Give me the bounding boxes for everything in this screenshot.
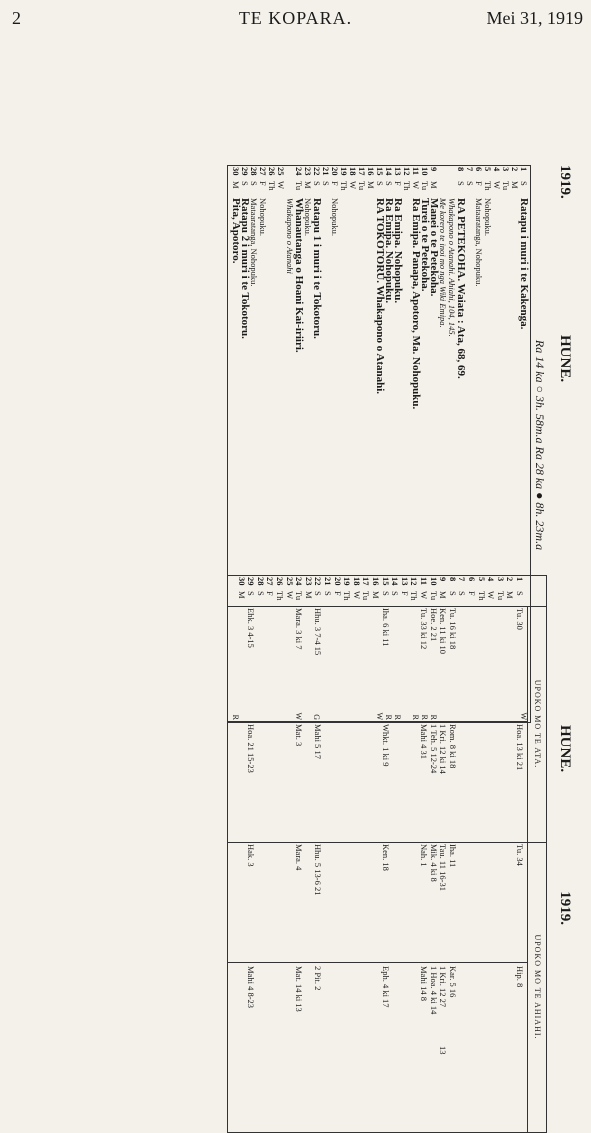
evening-lesson-2: Hip. 8 bbox=[515, 966, 525, 988]
lessons-title-bar bbox=[549, 575, 575, 925]
lesson-row bbox=[438, 576, 447, 1132]
weekday: Th bbox=[267, 181, 277, 191]
observance: Nohopuku. bbox=[303, 198, 313, 237]
weekday: Th bbox=[275, 591, 285, 601]
day-number: 23 bbox=[303, 577, 314, 586]
weekday: S bbox=[456, 181, 466, 186]
day-number: 15 bbox=[380, 577, 391, 586]
lesson-row bbox=[419, 576, 428, 1132]
liturgical-colour: R bbox=[429, 714, 438, 720]
weekday: S bbox=[519, 181, 529, 186]
day-number: 2 bbox=[505, 577, 516, 582]
morning-lesson-2: Mat. 3 bbox=[294, 724, 305, 747]
header-evening: UPOKO MO TE AHIAHI. bbox=[527, 842, 546, 1132]
evening-lesson-2: Mahi 14 8 bbox=[419, 966, 429, 1001]
evening-lesson-extra: 13 bbox=[438, 1046, 449, 1055]
lesson-row bbox=[429, 576, 438, 1132]
weekday: W bbox=[348, 181, 358, 190]
day-number: 15 bbox=[375, 167, 385, 176]
lesson-row bbox=[352, 576, 361, 1132]
day-number: 13 bbox=[393, 167, 403, 176]
day-number: 28 bbox=[255, 577, 266, 586]
day-number: 27 bbox=[258, 167, 268, 176]
weekday: M bbox=[236, 591, 247, 599]
page-number: 2 bbox=[12, 8, 21, 28]
weekday: S bbox=[384, 181, 394, 186]
lessons-month: HUNE. bbox=[557, 725, 573, 773]
weekday: Th bbox=[483, 181, 493, 191]
publication-title: TE KOPARA. bbox=[238, 8, 353, 28]
liturgical-colour: G bbox=[312, 714, 321, 720]
evening-lesson-2: 1 Kri. 12 27 bbox=[438, 966, 449, 1008]
weekday: W bbox=[276, 181, 286, 190]
evening-lesson-2: Kar. 5 16 bbox=[447, 966, 458, 998]
observance: Whakapono o Atanahi. Ahiahi, 104, 145. bbox=[447, 198, 457, 337]
weekday: M bbox=[366, 181, 376, 189]
day-number: 12 bbox=[409, 577, 420, 586]
observance: Manei o te Petekoha. bbox=[428, 198, 440, 297]
day-number: 8 bbox=[456, 167, 466, 172]
lesson-row bbox=[515, 576, 524, 1132]
lesson-row bbox=[477, 576, 486, 1132]
weekday: S bbox=[465, 181, 475, 186]
evening-lesson-1: Nah. 1 bbox=[419, 844, 429, 867]
evening-lesson-1: Hak. 3 bbox=[246, 844, 257, 867]
day-number: 17 bbox=[357, 167, 367, 176]
day-number: 20 bbox=[330, 167, 340, 176]
weekday: W bbox=[419, 591, 429, 600]
lesson-row bbox=[361, 576, 370, 1132]
weekday: S bbox=[375, 181, 385, 186]
day-number: 3 bbox=[495, 577, 506, 582]
day-number: 26 bbox=[275, 577, 285, 586]
observance: Mataaratanga, Nohopuku. bbox=[249, 198, 259, 287]
weekday: S bbox=[312, 181, 322, 186]
weekday: Tu bbox=[294, 181, 304, 191]
weekday: M bbox=[303, 591, 314, 599]
observance: Turei o te Petekoha. bbox=[419, 198, 431, 292]
weekday: F bbox=[399, 591, 410, 596]
day-number: 21 bbox=[323, 577, 333, 586]
evening-lesson-1: Iha. 11 bbox=[447, 844, 458, 868]
weekday: S bbox=[255, 591, 266, 596]
day-number: 3 bbox=[501, 167, 511, 172]
weekday: F bbox=[258, 181, 268, 186]
day-number: 14 bbox=[384, 167, 394, 176]
day-number: 25 bbox=[284, 577, 295, 586]
lesson-row bbox=[390, 576, 399, 1132]
weekday: Tu bbox=[357, 181, 367, 191]
morning-lesson-1: Tu. 33 ki 12 bbox=[419, 608, 429, 650]
day-number: 5 bbox=[483, 167, 493, 172]
observance: Ra Emipa. Nohopuku. bbox=[383, 198, 395, 304]
evening-lesson-2: Eph. 4 ki 17 bbox=[380, 966, 391, 1008]
day-number: 17 bbox=[361, 577, 372, 586]
weekday: M bbox=[429, 181, 439, 189]
lesson-row bbox=[285, 576, 294, 1132]
evening-lesson-1: Ken. 18 bbox=[380, 844, 391, 871]
day-number: 6 bbox=[474, 167, 484, 172]
day-number: 4 bbox=[486, 577, 497, 582]
day-number: 27 bbox=[265, 577, 276, 586]
liturgical-colour: W bbox=[519, 712, 528, 720]
liturgical-colour: R bbox=[393, 714, 402, 720]
morning-lesson-1: Mara. 3 ki 7 bbox=[294, 608, 305, 650]
weekday: W bbox=[351, 591, 362, 600]
weekday: F bbox=[393, 181, 403, 186]
day-number: 9 bbox=[429, 167, 439, 172]
day-number: 24 bbox=[294, 167, 304, 176]
day-number: 7 bbox=[457, 577, 468, 582]
weekday: Th bbox=[402, 181, 412, 191]
observance: Ratapu 1 i muri i te Tokotoru. bbox=[311, 198, 323, 339]
liturgical-colour: W bbox=[294, 712, 303, 720]
weekday: S bbox=[240, 181, 250, 186]
observance: RA PETEKOHA. Waiata : Ata, 68, 69. bbox=[455, 198, 467, 379]
lesson-row bbox=[246, 576, 255, 1132]
day-number: 13 bbox=[399, 577, 410, 586]
weekday: W bbox=[486, 591, 497, 600]
day-number: 1 bbox=[519, 167, 529, 172]
weekday: W bbox=[411, 181, 421, 190]
day-number: 30 bbox=[236, 577, 247, 586]
day-number: 23 bbox=[303, 167, 313, 176]
observance: RA TOKOTORU. Whakapono o Atanahi. bbox=[374, 198, 386, 395]
observance: Ratapu i muri i te Kakenga. bbox=[518, 198, 530, 330]
weekday: M bbox=[510, 181, 520, 189]
weekday: M bbox=[303, 181, 313, 189]
day-number: 11 bbox=[411, 167, 421, 176]
evening-lesson-2: Mahi 4 8-23 bbox=[246, 966, 257, 1009]
weekday: Tu bbox=[495, 591, 506, 601]
observance: Mataaratanga, Nohopuku. bbox=[474, 198, 484, 287]
lesson-row bbox=[371, 576, 380, 1132]
observance: Me korero te inoi mo nga Wiki Emipa. bbox=[438, 198, 448, 328]
weekday: M bbox=[231, 181, 241, 189]
lessons-table bbox=[227, 575, 547, 1133]
day-number: 19 bbox=[339, 167, 349, 176]
observance: Ratapu 2 i muri i te Tokotoru. bbox=[239, 198, 251, 339]
morning-lesson-2: Rom. 8 ki 18 bbox=[447, 724, 458, 769]
lesson-row bbox=[265, 576, 274, 1132]
day-number: 7 bbox=[465, 167, 475, 172]
day-number: 18 bbox=[351, 577, 362, 586]
weekday: W bbox=[284, 591, 295, 600]
day-number: 19 bbox=[342, 577, 353, 586]
lesson-row bbox=[275, 576, 284, 1132]
calendar-year: 1919. bbox=[557, 165, 573, 199]
liturgical-colour: W bbox=[375, 712, 384, 720]
lesson-row bbox=[294, 576, 303, 1132]
evening-lesson-1: Tu. 34 bbox=[515, 844, 525, 866]
calendar-title-bar bbox=[549, 165, 575, 495]
weekday: F bbox=[265, 591, 276, 596]
day-number: 16 bbox=[366, 167, 376, 176]
evening-lesson-1: Mik. 4 ki 8 bbox=[428, 844, 439, 882]
day-number: 16 bbox=[371, 577, 381, 586]
day-number: 20 bbox=[332, 577, 343, 586]
calendar-month: HUNE. bbox=[557, 335, 573, 383]
morning-lesson-1: Hhu. 3 7-4 15 bbox=[313, 608, 324, 656]
liturgical-colour: R bbox=[420, 714, 429, 720]
day-number: 5 bbox=[476, 577, 487, 582]
observance: Ra Emipa. Panapa, Apotoro, Ma. Nohopuku. bbox=[410, 198, 422, 410]
liturgical-colour: R bbox=[384, 714, 393, 720]
day-number: 18 bbox=[348, 167, 358, 176]
lesson-row bbox=[237, 576, 246, 1132]
day-number: 28 bbox=[249, 167, 259, 176]
lesson-row bbox=[381, 576, 390, 1132]
weekday: Tu bbox=[501, 181, 511, 191]
weekday: Tu bbox=[420, 181, 430, 191]
lesson-row bbox=[505, 576, 514, 1132]
morning-lesson-1: Iha. 6 ki 11 bbox=[380, 608, 391, 647]
lesson-row bbox=[467, 576, 476, 1132]
day-number: 29 bbox=[240, 167, 250, 176]
day-number: 6 bbox=[467, 577, 477, 582]
day-number: 30 bbox=[231, 167, 241, 176]
lesson-row bbox=[333, 576, 342, 1132]
weekday: S bbox=[447, 591, 458, 596]
weekday: Th bbox=[476, 591, 487, 601]
day-number: 2 bbox=[510, 167, 520, 172]
evening-lesson-2: Mat. 14 ki 13 bbox=[294, 966, 305, 1012]
morning-lesson-1: Ehk. 3 4-15 bbox=[246, 608, 257, 648]
day-number: 10 bbox=[428, 577, 439, 586]
lessons-year: 1919. bbox=[557, 891, 573, 925]
morning-lesson-2: Whkt. 1 ki 9 bbox=[380, 724, 391, 767]
day-number: 1 bbox=[515, 577, 525, 582]
observance: Whakapono o Atanahi bbox=[285, 198, 295, 274]
weekday: S bbox=[246, 591, 257, 596]
weekday: S bbox=[313, 591, 324, 596]
day-number: 14 bbox=[390, 577, 401, 586]
header-morning: UPOKO MO TE ATA. bbox=[527, 606, 546, 842]
weekday: S bbox=[249, 181, 259, 186]
observance: Nohopuku. bbox=[483, 198, 493, 237]
weekday: Th bbox=[342, 591, 353, 601]
day-number: 8 bbox=[447, 577, 458, 582]
page-header bbox=[0, 8, 591, 34]
morning-lesson-2: 1 Kri. 12 ki 14 bbox=[438, 724, 449, 774]
day-number: 9 bbox=[438, 577, 449, 582]
liturgical-colour: R bbox=[231, 714, 240, 720]
lesson-row bbox=[400, 576, 409, 1132]
lessons-panel bbox=[15, 575, 575, 1055]
issue-date: Mei 31, 1919 bbox=[486, 8, 583, 28]
lesson-row bbox=[323, 576, 332, 1132]
lesson-row bbox=[304, 576, 313, 1132]
liturgical-colour: R bbox=[411, 714, 420, 720]
day-number: 22 bbox=[312, 167, 322, 176]
evening-lesson-2: 1 Hoa. 4 ki 14 bbox=[428, 966, 439, 1015]
weekday: Tu bbox=[294, 591, 305, 601]
weekday: S bbox=[457, 591, 468, 596]
morning-lesson-2: Mahi 4 31 bbox=[419, 724, 429, 759]
observance: Ra Emipa. Nohopuku. bbox=[392, 198, 404, 304]
day-number: 11 bbox=[419, 577, 429, 586]
day-number: 25 bbox=[276, 167, 286, 176]
lesson-row bbox=[409, 576, 418, 1132]
evening-lesson-2: 2 Pit. 2 bbox=[313, 966, 324, 991]
morning-lesson-1: Ken. 11 ki 10 bbox=[438, 608, 449, 654]
morning-lesson-2: 1 Teh. 5 12-24 bbox=[428, 724, 439, 774]
day-number: 10 bbox=[420, 167, 430, 176]
evening-lesson-1: Mara. 4 bbox=[294, 844, 305, 871]
lesson-row bbox=[457, 576, 466, 1132]
evening-lesson-1: Hhu. 5 13-6 21 bbox=[313, 844, 324, 896]
weekday: Tu bbox=[361, 591, 372, 601]
lesson-row bbox=[496, 576, 505, 1132]
evening-lesson-1: Tau. 11 16-31 bbox=[438, 844, 449, 892]
lesson-row bbox=[342, 576, 351, 1132]
weekday: F bbox=[332, 591, 343, 596]
lesson-row bbox=[486, 576, 495, 1132]
lesson-row bbox=[313, 576, 322, 1132]
weekday: S bbox=[323, 591, 333, 596]
weekday: F bbox=[467, 591, 477, 596]
observance: Whanautanga o Hoani Kai-iriiri. bbox=[293, 198, 305, 353]
weekday: Tu bbox=[428, 591, 439, 601]
weekday: S bbox=[515, 591, 525, 596]
day-number: 12 bbox=[402, 167, 412, 176]
day-number: 4 bbox=[492, 167, 502, 172]
weekday: W bbox=[492, 181, 502, 190]
morning-lesson-1: Hoe. 2 21 bbox=[428, 608, 439, 642]
weekday: Th bbox=[409, 591, 420, 601]
weekday: S bbox=[380, 591, 391, 596]
weekday: F bbox=[474, 181, 484, 186]
moon-phases: Ra 14 ka ○ 3h. 58m.a Ra 28 ka ● 8h. 23m.a bbox=[533, 339, 547, 551]
weekday: Th bbox=[339, 181, 349, 191]
weekday: S bbox=[390, 591, 401, 596]
day-number: 22 bbox=[313, 577, 324, 586]
weekday: F bbox=[330, 181, 340, 186]
observance: Pita, Apotoro. bbox=[230, 198, 242, 264]
day-number: 29 bbox=[246, 577, 257, 586]
morning-lesson-2: Hoa. 13 ki 21 bbox=[515, 724, 525, 771]
weekday: M bbox=[371, 591, 381, 599]
observance: Nohopuku. bbox=[258, 198, 268, 237]
day-number: 21 bbox=[321, 167, 331, 176]
weekday: M bbox=[505, 591, 516, 599]
morning-lesson-1: Tu. 30 bbox=[515, 608, 525, 630]
observance: Nohopuku. bbox=[330, 198, 340, 237]
morning-lesson-2: Hoa. 21 15-23 bbox=[246, 724, 257, 773]
weekday: S bbox=[321, 181, 331, 186]
morning-lesson-2: Mahi 5 17 bbox=[313, 724, 324, 759]
weekday: M bbox=[438, 591, 449, 599]
day-number: 24 bbox=[294, 577, 305, 586]
day-number: 26 bbox=[267, 167, 277, 176]
lesson-row bbox=[448, 576, 457, 1132]
morning-lesson-1: Tu. 16 ki 18 bbox=[447, 608, 458, 650]
lesson-row bbox=[256, 576, 265, 1132]
